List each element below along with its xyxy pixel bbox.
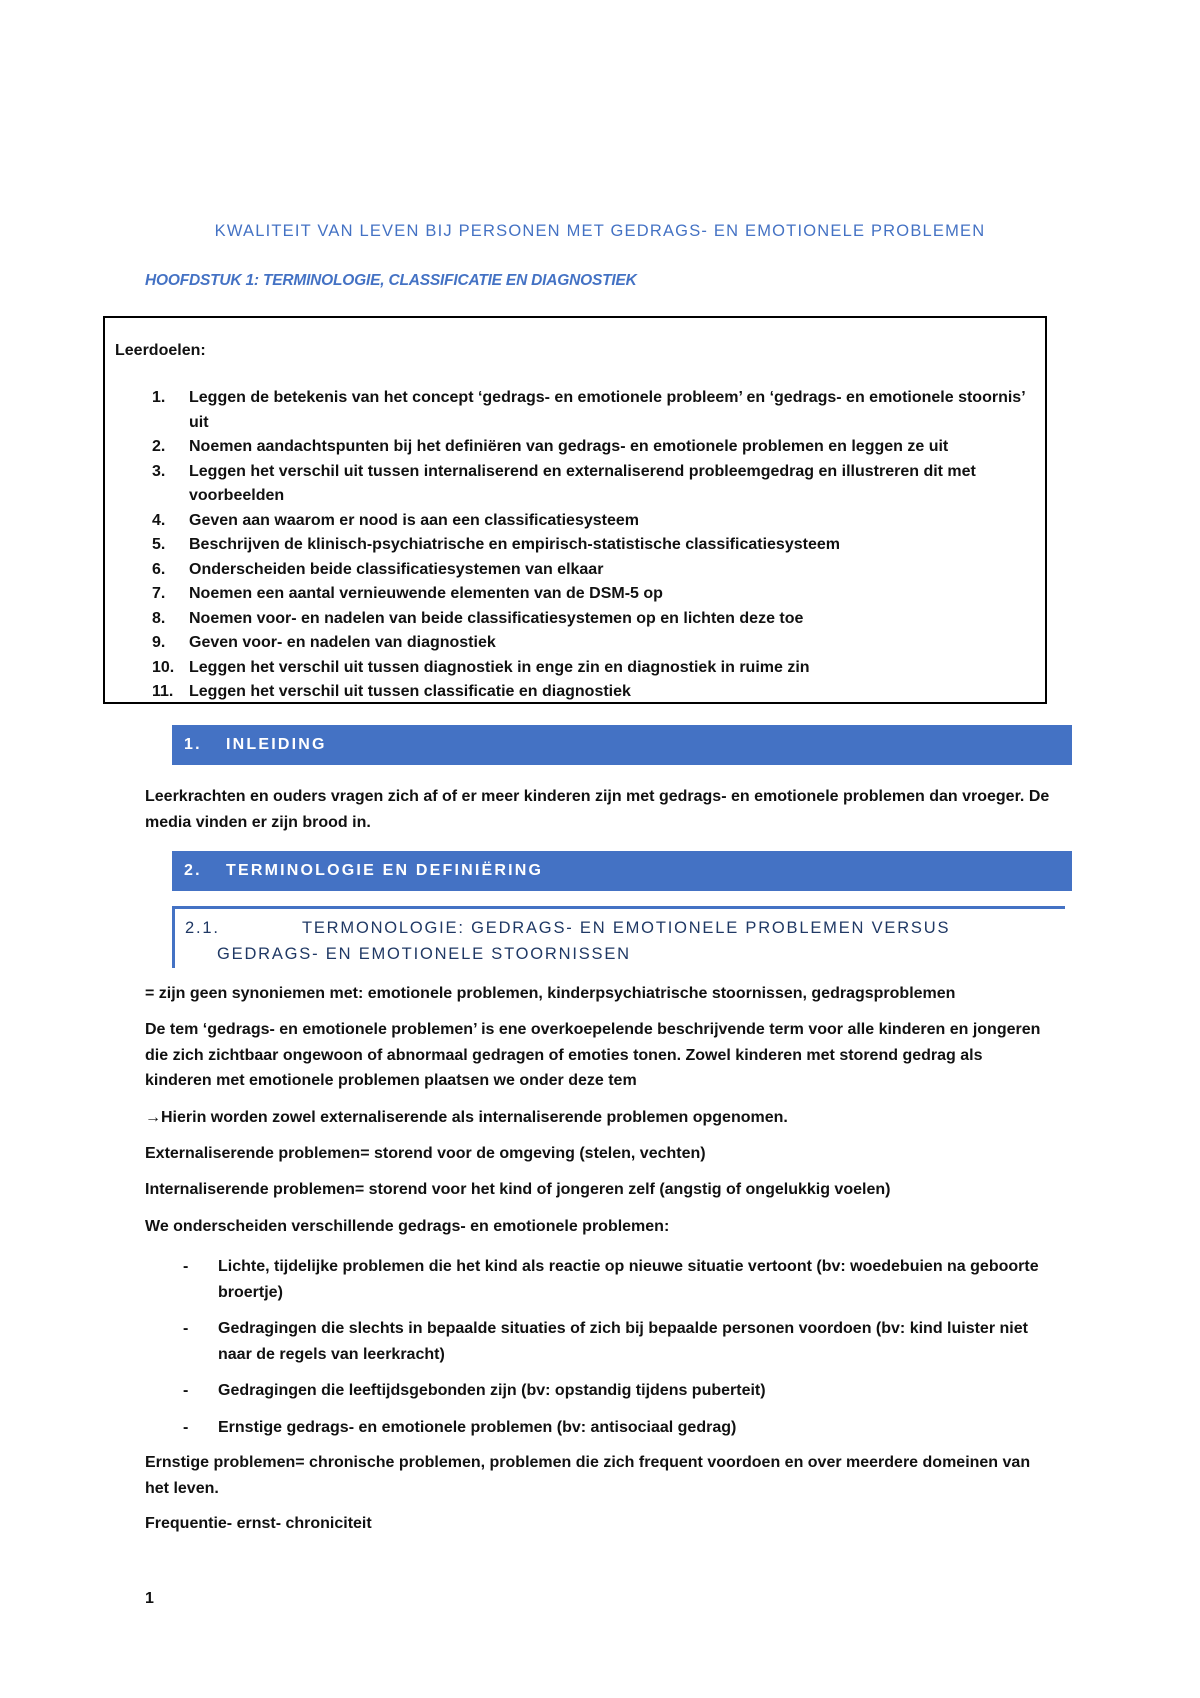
goal-number: 8. <box>152 609 166 627</box>
bullet-dash: - <box>183 1382 189 1399</box>
goal-item <box>105 533 1045 558</box>
goal-number: 3. <box>152 462 166 480</box>
arrow-icon: → <box>145 1109 161 1126</box>
learning-goals-box <box>103 316 1047 704</box>
learning-goals-label: Leerdoelen: <box>115 342 206 359</box>
document-title: KWALITEIT VAN LEVEN BIJ PERSONEN MET GEDRAGS- EN EMOTIONELE PROBLEMEN <box>214 222 986 240</box>
list-item <box>145 1316 1050 1367</box>
bullet-dash: - <box>183 1258 189 1275</box>
paragraph-arrow-note <box>145 1105 1050 1131</box>
list-item <box>145 1415 1050 1441</box>
chapter-heading: HOOFDSTUK 1: TERMINOLOGIE, CLASSIFICATIE EN DIAGNOSTIEK <box>145 272 637 289</box>
goal-number: 4. <box>152 511 166 529</box>
list-item <box>145 1254 1050 1305</box>
bullet-dash: - <box>183 1320 189 1337</box>
section-heading-terminologie <box>172 851 1072 891</box>
subsection-title-line2: GEDRAGS- EN EMOTIONELE STOORNISSEN <box>217 945 631 963</box>
section-number: 1. <box>184 736 202 753</box>
list-item-text: Lichte, tijdelijke problemen die het kind als reactie op nieuwe situatie vertoont (bv: woedebuien na geboorte broertje) <box>218 1258 1039 1301</box>
problem-types-list <box>145 1254 1050 1451</box>
goal-number: 2. <box>152 438 166 455</box>
paragraph-serious-problems: Ernstige problemen= chronische problemen, problemen die zich frequent voordoen en over meerdere domeinen van het leven. <box>145 1454 1031 1497</box>
goal-item <box>105 509 1045 534</box>
arrow-note-text: Hierin worden zowel externaliserende als internaliserende problemen opgenomen. <box>161 1109 788 1126</box>
goal-text: Beschrijven de klinisch-psychiatrische en empirisch-statistische classificatiesysteem <box>189 536 840 553</box>
goal-number: 6. <box>152 560 166 578</box>
bullet-dash: - <box>183 1418 189 1436</box>
goal-item <box>105 386 1045 435</box>
goal-item <box>105 558 1045 583</box>
goal-text: Noemen voor- en nadelen van beide classificatiesystemen op en lichten deze toe <box>189 609 804 627</box>
paragraph-synonyms: = zijn geen synoniemen met: emotionele problemen, kinderpsychiatrische stoornissen, gedragsproblemen <box>145 985 956 1002</box>
goal-text: Noemen een aantal vernieuwende elementen van de DSM-5 op <box>189 585 663 602</box>
goal-text: Leggen de betekenis van het concept ‘gedrags- en emotionele probleem’ en ‘gedrags- en emotionele stoornis’ uit <box>189 389 1025 431</box>
paragraph-frequency: Frequentie- ernst- chroniciteit <box>145 1515 372 1532</box>
list-item-text: Gedragingen die leeftijdsgebonden zijn (bv: opstandig tijdens puberteit) <box>218 1382 766 1399</box>
intro-paragraph: Leerkrachten en ouders vragen zich af of er meer kinderen zijn met gedrags- en emotionele problemen dan vroeger. De media vinden er zijn brood in. <box>145 788 1050 831</box>
goal-item <box>105 631 1045 656</box>
goal-text: Leggen het verschil uit tussen diagnostiek in enge zin en diagnostiek in ruime zin <box>189 658 810 676</box>
goal-text: Leggen het verschil uit tussen internaliserend en externaliserend probleemgedrag en illustreren dit met voorbeelden <box>189 462 976 504</box>
goal-text: Geven voor- en nadelen van diagnostiek <box>189 634 496 651</box>
goal-item <box>105 582 1045 607</box>
list-item <box>145 1378 1050 1404</box>
paragraph-internalising: Internaliserende problemen= storend voor het kind of jongeren zelf (angstig of ongelukkig voelen) <box>145 1181 891 1198</box>
goal-text: Geven aan waarom er nood is aan een classificatiesysteem <box>189 511 639 529</box>
learning-goals-list <box>105 386 1045 705</box>
paragraph-term-definition: De tem ‘gedrags- en emotionele problemen’ is ene overkoepelende beschrijvende term voor alle kinderen en jongeren die zich zichtbaar ongewoon of abnormaal gedragen of emoties tonen. Zowel kinderen met storend gedrag als kinderen met emotionele problemen plaatsen we onder deze tem <box>145 1021 1041 1089</box>
section-heading-inleiding <box>172 725 1072 765</box>
section-number: 2. <box>184 862 202 879</box>
goal-number: 5. <box>152 536 166 553</box>
subsection-heading <box>172 906 1065 968</box>
goal-item <box>105 656 1045 681</box>
goal-text: Onderscheiden beide classificatiesystemen van elkaar <box>189 560 604 578</box>
subsection-title-line1: TERMONOLOGIE: GEDRAGS- EN EMOTIONELE PROBLEMEN VERSUS <box>302 919 951 937</box>
list-item-text: Gedragingen die slechts in bepaalde situaties of zich bij bepaalde personen voordoen (bv: kind luister niet naar de regels van leerkracht) <box>218 1320 1028 1363</box>
goal-item <box>105 435 1045 460</box>
goal-number: 10. <box>152 658 175 676</box>
paragraph-externalising: Externaliserende problemen= storend voor de omgeving (stelen, vechten) <box>145 1145 706 1162</box>
list-item-text: Ernstige gedrags- en emotionele problemen (bv: antisociaal gedrag) <box>218 1418 737 1436</box>
paragraph-distinguish: We onderscheiden verschillende gedrags- en emotionele problemen: <box>145 1218 670 1235</box>
goal-number: 9. <box>152 634 166 651</box>
goal-item <box>105 680 1045 705</box>
goal-item <box>105 460 1045 509</box>
goal-text: Noemen aandachtspunten bij het definiëren van gedrags- en emotionele problemen en leggen ze uit <box>189 438 949 455</box>
section-title: INLEIDING <box>226 736 327 753</box>
goal-number: 11. <box>152 683 174 700</box>
goal-number: 7. <box>152 585 166 602</box>
goal-item <box>105 607 1045 632</box>
goal-text: Leggen het verschil uit tussen classificatie en diagnostiek <box>189 683 631 700</box>
goal-number: 1. <box>152 389 166 406</box>
section-title: TERMINOLOGIE EN DEFINIËRING <box>226 862 544 879</box>
page-number: 1 <box>145 1590 154 1607</box>
subsection-number: 2.1. <box>185 919 220 937</box>
